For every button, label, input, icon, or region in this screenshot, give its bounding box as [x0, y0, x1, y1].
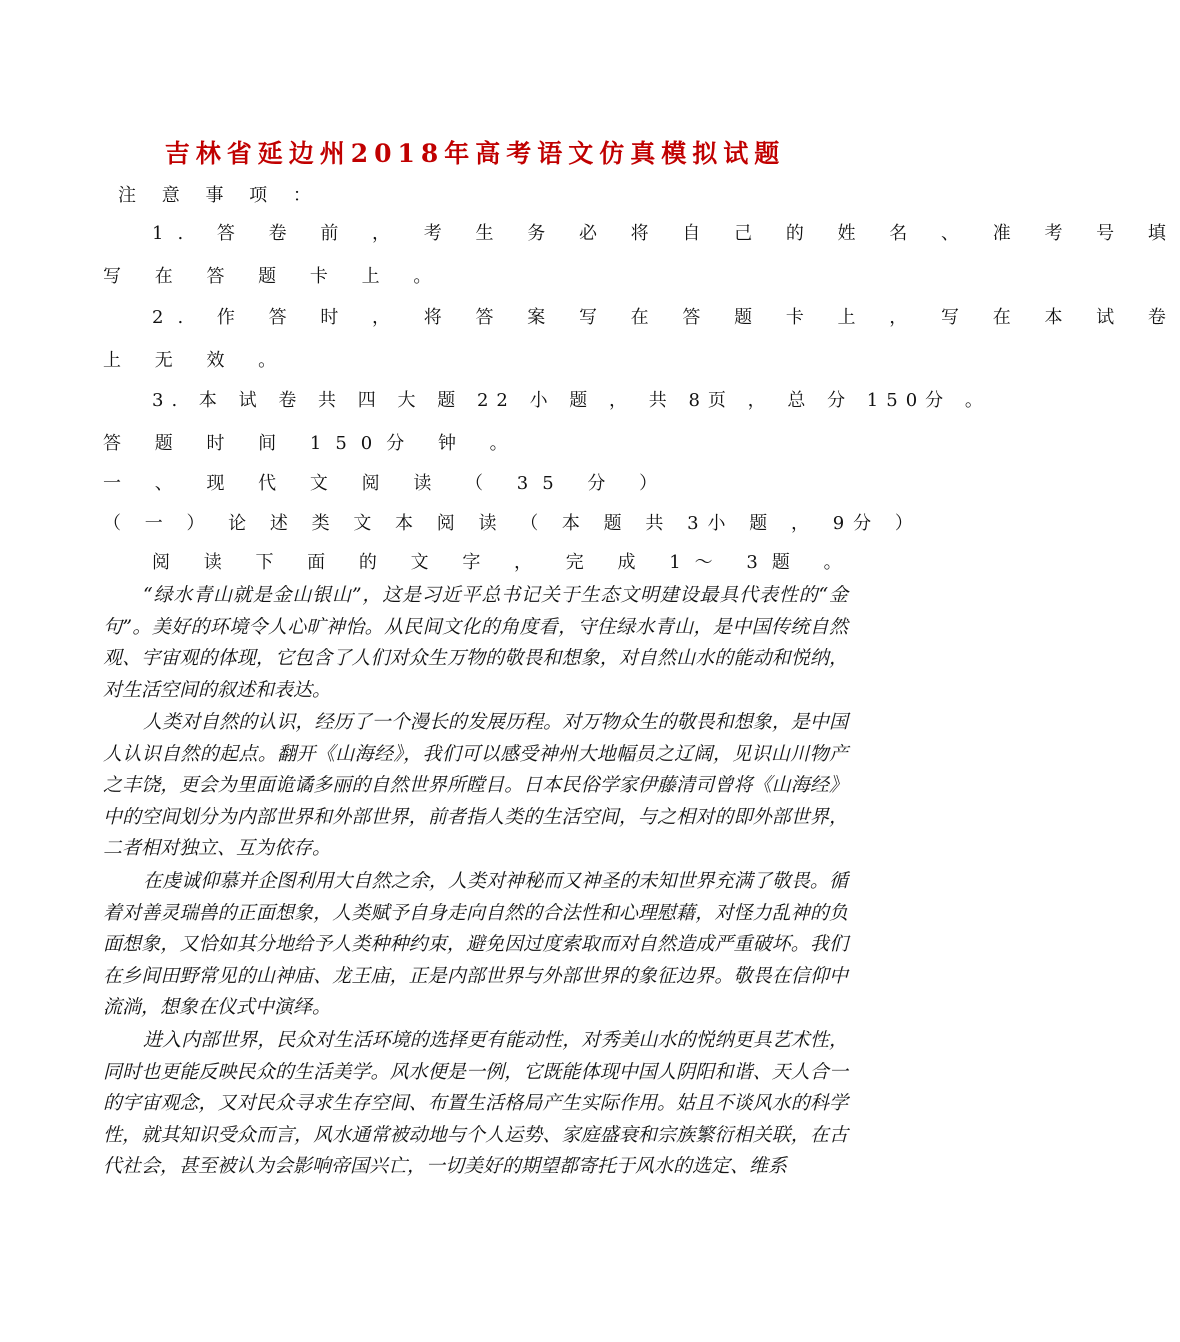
passage-paragraph-2: 人类对自然的认识，经历了一个漫长的发展历程。对万物众生的敬畏和想象，是中国人认识自然的起点。翻开《山海经》，我们可以感受神州大地幅员之辽阔，见识山川物产之丰饶，更会为里面诡谲多丽的自然世界所瞠目。日本民俗学家伊藤清司曾将《山海经》中的空间划分为内部世界和外部世界，前者指人类的生活空间，与之相对的即外部世界，二者相对独立、互为依存。 [103, 711, 848, 860]
passage-paragraph-4: 进入内部世界，民众对生活环境的选择更有能动性，对秀美山水的悦纳更具艺术性，同时也更能反映民众的生活美学。风水便是一例，它既能体现中国人阴阳和谐、天人合一的宇宙观念，又对民众寻求生存空间、布置生活格局产生实际作用。姑且不谈风水的科学性，就其知识受众而言，风水通常被动地与个人运势、家庭盛衰和宗族繁衍相关联，在古代社会，甚至被认为会影响帝国兴亡，一切美好的期望都寄托于风水的选定、维系 [103, 1029, 848, 1178]
page-title: 吉林省延边州2018年高考语文仿真模拟试题 [164, 139, 786, 168]
note-2-line-1: 2. 作 答 时 ， 将 答 案 写 在 答 题 卡 上 ， 写 在 本 试 卷 [152, 307, 1180, 328]
note-1-line-1: 1. 答 卷 前 ， 考 生 务 必 将 自 己 的 姓 名 、 准 考 号 填 [152, 223, 1180, 244]
note-1-line-2: 写 在 答 题 卡 上 。 [103, 266, 446, 287]
note-3-line-2: 答 题 时 间 150分 钟 。 [103, 433, 522, 454]
passage-paragraph-1: “绿水青山就是金山银山”，这是习近平总书记关于生态文明建设最具代表性的“金句”。美好的环境令人心旷神怡。从民间文化的角度看，守住绿水青山，是中国传统自然观、宇宙观的体现，它包含了人们对众生万物的敬畏和想象，对自然山水的能动和悦纳，对生活空间的叙述和表达。 [103, 584, 848, 701]
passage-paragraph-3: 在虔诚仰慕并企图利用大自然之余，人类对神秘而又神圣的未知世界充满了敬畏。循着对善灵瑞兽的正面想象，人类赋予自身走向自然的合法性和心理慰藉，对怪力乱神的负面想象，又恰如其分地给予人类种种约束，避免因过度索取而对自然造成严重破坏。我们在乡间田野常见的山神庙、龙王庙，正是内部世界与外部世界的象征边界。敬畏在信仰中流淌，想象在仪式中演绎。 [103, 870, 848, 1019]
note-3-line-1: 3. 本 试 卷 共 四 大 题 22 小 题 ， 共 8页 ， 总 分 150分 。 [152, 390, 991, 411]
reading-instruction: 阅 读 下 面 的 文 字 ， 完 成 1～ 3题 。 [152, 552, 856, 573]
notes-heading: 注 意 事 项 ： [118, 185, 321, 206]
section-heading-1: 一 、 现 代 文 阅 读 （ 35 分 ） [103, 473, 672, 494]
subsection-heading-1: （ 一 ） 论 述 类 文 本 阅 读 （ 本 题 共 3小 题 ， 9分 ） [103, 513, 922, 534]
note-2-line-2: 上 无 效 。 [103, 350, 291, 371]
